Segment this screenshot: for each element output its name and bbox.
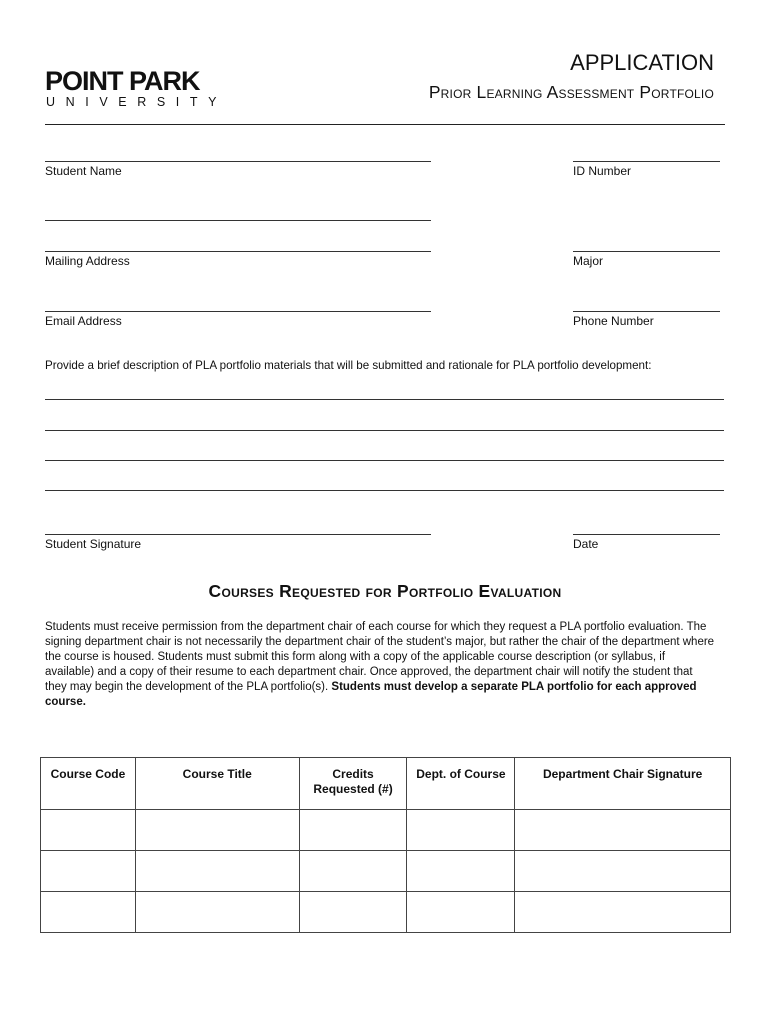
- credits-cell[interactable]: [299, 851, 407, 892]
- mailing-address-label: Mailing Address: [45, 254, 130, 268]
- chair-signature-cell[interactable]: [515, 851, 731, 892]
- description-line-1[interactable]: [45, 399, 724, 400]
- course-code-cell[interactable]: [41, 892, 136, 933]
- course-code-cell[interactable]: [41, 851, 136, 892]
- courses-section-title: Courses Requested for Portfolio Evaluation: [208, 581, 562, 601]
- instructions-emphasis: Students must develop a separate PLA portfolio for each approved course.: [45, 681, 697, 708]
- instructions-text: Students must receive permission from the department chair of each course for which they request a PLA portfolio evaluation. The signing department chair is not necessarily the department chair of the student’s major, but rather the chair of the department where the course is housed. Students must submit this form along with a copy of the applicable course description (or syllabus, if available) and a copy of their resume to each department chair. Once approved, the department chair will notify the student that they may begin the development of the PLA portfolio(s).: [45, 621, 715, 693]
- col-header-chair-signature: Department Chair Signature: [515, 758, 731, 810]
- major-label: Major: [573, 254, 604, 268]
- chair-signature-cell[interactable]: [515, 810, 731, 851]
- description-line-4[interactable]: [45, 490, 724, 491]
- page-title: APPLICATION: [570, 50, 714, 75]
- description-line-2[interactable]: [45, 430, 724, 431]
- course-title-cell[interactable]: [135, 892, 299, 933]
- credits-cell[interactable]: [299, 892, 407, 933]
- table-header-row: [41, 758, 731, 810]
- student-name-field[interactable]: [45, 161, 431, 162]
- email-address-label: Email Address: [45, 314, 122, 328]
- student-name-label: Student Name: [45, 164, 122, 178]
- dept-cell[interactable]: [407, 810, 515, 851]
- mailing-address-line-1[interactable]: [45, 220, 431, 221]
- table-row: [41, 851, 731, 892]
- col-header-credits-requested: Credits Requested (#): [299, 758, 407, 810]
- description-line-3[interactable]: [45, 460, 724, 461]
- dept-cell[interactable]: [407, 851, 515, 892]
- student-signature-label: Student Signature: [45, 537, 142, 551]
- date-field[interactable]: [573, 534, 720, 535]
- chair-signature-cell[interactable]: [515, 892, 731, 933]
- course-title-cell[interactable]: [135, 810, 299, 851]
- university-logo-name: POINT PARK: [45, 66, 200, 96]
- course-code-cell[interactable]: [41, 810, 136, 851]
- description-prompt: Provide a brief description of PLA portfolio materials that will be submitted and rationale for PLA portfolio development:: [45, 359, 652, 372]
- university-logo-subtext: UNIVERSITY: [46, 95, 228, 109]
- phone-number-label: Phone Number: [573, 314, 654, 328]
- table-row: [41, 892, 731, 933]
- header-divider: [45, 124, 725, 125]
- course-title-cell[interactable]: [135, 851, 299, 892]
- date-label: Date: [573, 537, 599, 551]
- page-subtitle: Prior Learning Assessment Portfolio: [428, 82, 714, 102]
- email-address-field[interactable]: [45, 311, 431, 312]
- courses-instructions: [45, 620, 717, 710]
- col-header-course-code: Course Code: [41, 758, 136, 810]
- courses-table: [40, 757, 731, 933]
- col-header-course-title: Course Title: [135, 758, 299, 810]
- dept-cell[interactable]: [407, 892, 515, 933]
- mailing-address-field[interactable]: [45, 251, 431, 252]
- credits-cell[interactable]: [299, 810, 407, 851]
- id-number-field[interactable]: [573, 161, 720, 162]
- table-row: [41, 810, 731, 851]
- phone-number-field[interactable]: [573, 311, 720, 312]
- student-signature-field[interactable]: [45, 534, 431, 535]
- major-field[interactable]: [573, 251, 720, 252]
- id-number-label: ID Number: [573, 164, 632, 178]
- col-header-dept-of-course: Dept. of Course: [407, 758, 515, 810]
